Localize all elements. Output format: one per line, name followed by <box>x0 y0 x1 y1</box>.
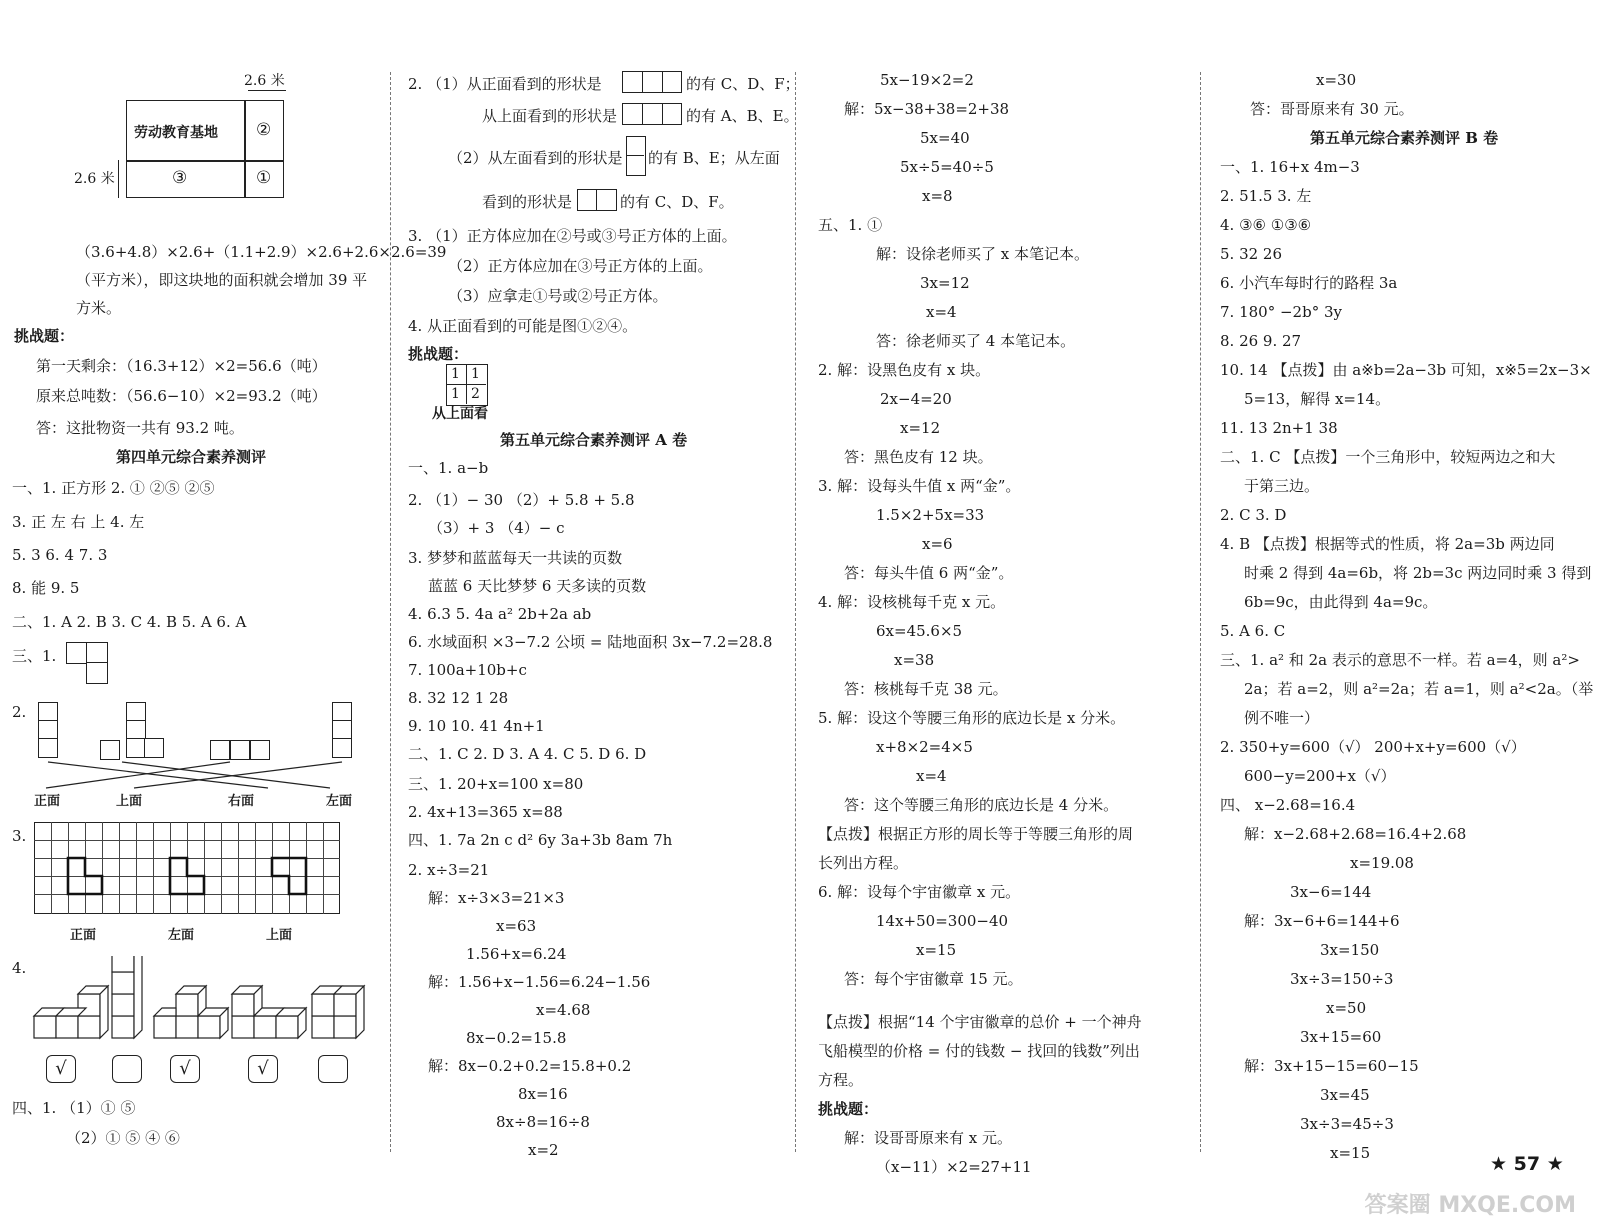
col1-line-14: 2. <box>12 703 27 721</box>
col2-line-2: 从上面看到的形状是 <box>482 107 618 125</box>
col4-line-36: 3x÷3=45÷3 <box>1300 1115 1394 1133</box>
col2-line-26: 三、1. 20+x=100 x=80 <box>408 775 584 793</box>
col1-line-6: 答：这批物资一共有 93.2 吨。 <box>36 419 244 437</box>
col2-line-29: 2. x÷3=21 <box>408 861 490 879</box>
col2-line-39: x=2 <box>528 1141 559 1159</box>
col4-line-24: 600−y=200+x（√） <box>1244 767 1396 785</box>
check-box-3: √ <box>170 1055 200 1083</box>
col4-line-1: 答：哥哥原来有 30 元。 <box>1250 100 1414 118</box>
col4-line-37: x=15 <box>1330 1144 1371 1162</box>
col2-line-22: 7. 100a+10b+c <box>408 661 527 679</box>
col3-line-27: 长列出方程。 <box>818 854 909 872</box>
col3-line-37: （x−11）×2=27+11 <box>876 1158 1032 1176</box>
col3-line-2: 5x=40 <box>920 129 970 147</box>
circle-1: ① <box>256 168 272 188</box>
col1-line-13: 三、1. <box>12 647 57 665</box>
col1-line-11: 8. 能 9. 5 <box>12 579 80 597</box>
view-left-q3: 左面 <box>168 928 195 943</box>
col1-line-12: 二、1. A 2. B 3. C 4. B 5. A 6. A <box>12 613 247 631</box>
col3-line-12: x=12 <box>900 419 941 437</box>
col3-line-9: 答：徐老师买了 4 本笔记本。 <box>876 332 1076 350</box>
col4-line-35: 3x=45 <box>1320 1086 1370 1104</box>
col3-line-18: 4. 解：设核桃每千克 x 元。 <box>818 593 1006 611</box>
col4-line-27: x=19.08 <box>1350 854 1414 872</box>
check-box-5 <box>318 1055 348 1083</box>
col1-line-15: 3. <box>12 827 27 845</box>
col3-line-7: 3x=12 <box>920 274 970 292</box>
col4-line-26: 解：x−2.68+2.68=16.4+2.68 <box>1244 825 1467 843</box>
col1-line-4: 第一天剩余：（16.3+12）×2=56.6（吨） <box>36 357 327 375</box>
col2-line-37: 8x=16 <box>518 1085 568 1103</box>
cube-figures <box>28 956 368 1046</box>
col2-line-24: 9. 10 10. 41 4n+1 <box>408 717 545 735</box>
col3-line-3: 5x÷5=40÷5 <box>900 158 994 176</box>
unit5b-title: 第五单元综合素养测评 B 卷 <box>1310 129 1499 147</box>
col2-line-3: 的有 A、B、E。 <box>686 107 799 125</box>
col4-line-9: 8. 26 9. 27 <box>1220 332 1302 350</box>
col2-line-15: 一、1. a−b <box>408 459 489 477</box>
col3-line-33: 飞船模型的价格 = 付的钱数 − 找回的钱数”列出 <box>818 1042 1140 1060</box>
check-box-4: √ <box>248 1055 278 1083</box>
col3-line-25: 答：这个等腰三角形的底边长是 4 分米。 <box>844 796 1119 814</box>
col3-line-6: 解：设徐老师买了 x 本笔记本。 <box>876 245 1089 263</box>
grid-digit-4: 2 <box>471 386 480 402</box>
col3-line-30: x=15 <box>916 941 957 959</box>
col2-line-27: 2. 4x+13=365 x=88 <box>408 803 563 821</box>
check-box-2 <box>112 1055 142 1083</box>
check-box-1: √ <box>46 1055 76 1083</box>
page-number-value: 57 <box>1513 1153 1541 1175</box>
col2-line-23: 8. 32 12 1 28 <box>408 689 509 707</box>
col3-line-14: 3. 解：设每头牛值 x 两“金”。 <box>818 477 1021 495</box>
column-divider-3 <box>1200 72 1201 1152</box>
grid-views <box>34 822 340 914</box>
col3-line-10: 2. 解：设黑色皮有 x 块。 <box>818 361 991 379</box>
col2-line-16: 2. （1）− 30 （2）+ 5.8 + 5.8 <box>408 491 635 509</box>
col2-line-8: 3. （1）正方体应加在②号或③号正方体的上面。 <box>408 227 737 245</box>
col3-challenge-title: 挑战题： <box>818 1100 879 1118</box>
col4-line-19: 5. A 6. C <box>1220 622 1286 640</box>
col3-line-29: 14x+50=300−40 <box>876 912 1009 930</box>
col1-line-16: 4. <box>12 959 27 977</box>
col2-line-5: 的有 B、E；从左面 <box>648 149 780 167</box>
col3-line-15: 1.5×2+5x=33 <box>876 506 985 524</box>
col2-line-0: 2. （1）从正面看到的形状是 <box>408 75 602 93</box>
col3-line-1: 解：5x−38+38=2+38 <box>844 100 1010 118</box>
watermark-logo: 答案圈 MXQE.COM <box>1364 1193 1576 1218</box>
col2-line-9: （2）正方体应加在③号正方体的上面。 <box>448 257 713 275</box>
col4-line-29: 解：3x−6+6=144+6 <box>1244 912 1400 930</box>
grid-digit-2: 1 <box>471 366 480 382</box>
col4-line-23: 2. 350+y=600（√） 200+x+y=600（√） <box>1220 738 1526 756</box>
dim-left-arrow <box>118 160 119 198</box>
col1-line-17: 四、1. （1）① ⑤ <box>12 1099 136 1117</box>
col4-line-11: 5=13，解得 x=14。 <box>1244 390 1391 408</box>
col4-line-8: 7. 180° −2b° 3y <box>1220 303 1342 321</box>
col2-line-35: 8x−0.2=15.8 <box>466 1029 567 1047</box>
col4-line-14: 于第三边。 <box>1244 477 1320 495</box>
col2-line-36: 解：8x−0.2+0.2=15.8+0.2 <box>428 1057 632 1075</box>
view-grid <box>34 822 340 918</box>
view-left-q2: 左面 <box>326 794 353 809</box>
col3-line-16: x=6 <box>922 535 953 553</box>
col4-line-18: 6b=9c，由此得到 4a=9c。 <box>1244 593 1438 611</box>
grid-digit-3: 1 <box>451 386 460 402</box>
unit5a-title: 第五单元综合素养测评 A 卷 <box>500 431 688 449</box>
view-front-q3: 正面 <box>70 928 97 943</box>
circle-2: ② <box>256 120 272 140</box>
col4-line-7: 6. 小汽车每时行的路程 3a <box>1220 274 1398 292</box>
col1-line-2: 方米。 <box>76 299 122 317</box>
col3-line-11: 2x−4=20 <box>880 390 952 408</box>
col4-line-32: x=50 <box>1326 999 1367 1017</box>
col3-line-22: 5. 解：设这个等腰三角形的底边长是 x 分米。 <box>818 709 1126 727</box>
circle-3: ③ <box>172 168 188 188</box>
col2-line-11: 4. 从正面看到的可能是图①②④。 <box>408 317 638 335</box>
col3-line-13: 答：黑色皮有 12 块。 <box>844 448 993 466</box>
column-divider-2 <box>795 72 796 1152</box>
col3-line-34: 方程。 <box>818 1071 864 1089</box>
view-right-q2: 右面 <box>228 794 255 809</box>
matching-lines <box>30 700 370 812</box>
col4-line-0: x=30 <box>1316 71 1357 89</box>
area-diagram <box>70 68 390 218</box>
view-top-q3: 上面 <box>266 928 293 943</box>
col4-line-31: 3x÷3=150÷3 <box>1290 970 1394 988</box>
col2-line-33: 解：1.56+x−1.56=6.24−1.56 <box>428 973 651 991</box>
col2-line-4: （2）从左面看到的形状是 <box>448 149 623 167</box>
col3-line-17: 答：每头牛值 6 两“金”。 <box>844 564 1014 582</box>
col4-line-13: 二、1. C 【点拨】一个三角形中，较短两边之和大 <box>1220 448 1556 466</box>
col3-line-20: x=38 <box>894 651 935 669</box>
col4-line-25: 四、 x−2.68=16.4 <box>1220 796 1356 814</box>
col4-line-10: 10. 14 【点拨】由 a※b=2a−3b 可知，x※5=2x−3× <box>1220 361 1592 379</box>
page-number: ★ 57 ★ <box>1490 1153 1564 1175</box>
shape-3-horizontal-a <box>622 71 682 93</box>
col1-challenge-title: 挑战题： <box>14 327 75 345</box>
col4-line-17: 时乘 2 得到 4a=6b，将 2b=3c 两边同时乘 3 得到 <box>1244 564 1592 582</box>
col4-line-3: 一、1. 16+x 4m−3 <box>1220 158 1360 176</box>
col3-line-21: 答：核桃每千克 38 元。 <box>844 680 1008 698</box>
col3-line-0: 5x−19×2=2 <box>880 71 974 89</box>
col3-line-8: x=4 <box>926 303 957 321</box>
col2-line-32: 1.56+x=6.24 <box>466 945 567 963</box>
col2-line-17: （3）+ 3 （4）− c <box>428 519 565 537</box>
col3-line-24: x=4 <box>916 767 947 785</box>
col4-line-16: 4. B 【点拨】根据等式的性质，将 2a=3b 两边同 <box>1220 535 1555 553</box>
col2-challenge-title: 挑战题： <box>408 345 469 363</box>
col4-line-4: 2. 51.5 3. 左 <box>1220 187 1312 205</box>
col2-line-21: 6. 水域面积 ×3−7.2 公顷 = 陆地面积 3x−7.2=28.8 <box>408 633 773 651</box>
col3-line-36: 解：设哥哥原来有 x 元。 <box>844 1129 1012 1147</box>
col4-line-6: 5. 32 26 <box>1220 245 1283 263</box>
col2-line-31: x=63 <box>496 917 537 935</box>
column-divider-1 <box>390 72 391 1152</box>
col2-line-6: 看到的形状是 <box>482 193 573 211</box>
shape-3-horizontal-b <box>622 103 682 125</box>
col4-line-22: 例不唯一） <box>1244 709 1320 727</box>
view-top-q2: 上面 <box>116 794 143 809</box>
base-label: 劳动教育基地 <box>134 125 218 141</box>
col2-line-28: 四、1. 7a 2n c d² 6y 3a+3b 8am 7h <box>408 831 673 849</box>
col1-line-9: 3. 正 左 右 上 4. 左 <box>12 513 145 531</box>
col3-line-26: 【点拨】根据正方形的周长等于等腰三角形的周 <box>818 825 1134 843</box>
shape-2-horizontal <box>577 189 617 211</box>
col4-line-12: 11. 13 2n+1 38 <box>1220 419 1338 437</box>
dim-top-label: 2.6 米 <box>244 73 285 89</box>
col2-line-30: 解：x÷3×3=21×3 <box>428 889 565 907</box>
col4-line-28: 3x−6=144 <box>1290 883 1372 901</box>
col2-line-38: 8x÷8=16÷8 <box>496 1113 590 1131</box>
grid-digit-1: 1 <box>451 366 460 382</box>
matching-figure <box>30 700 370 812</box>
col4-line-34: 解：3x+15−15=60−15 <box>1244 1057 1419 1075</box>
col4-line-21: 2a；若 a=2，则 a²=2a；若 a=1，则 a²<2a。（举 <box>1244 680 1594 698</box>
col2-line-10: （3）应拿走①号或②号正方体。 <box>448 287 668 305</box>
unit4-title: 第四单元综合素养测评 <box>116 448 267 466</box>
dim-top-arrow <box>248 90 286 91</box>
view-front-q2: 正面 <box>34 794 61 809</box>
top-view-grid <box>446 364 488 406</box>
col1-line-0: （3.6+4.8）×2.6+（1.1+2.9）×2.6+2.6×2.6=39 <box>76 243 447 261</box>
col2-line-7: 的有 C、D、F。 <box>620 193 734 211</box>
col3-line-28: 6. 解：设每个宇宙徽章 x 元。 <box>818 883 1021 901</box>
col1-line-18: （2）① ⑤ ④ ⑥ <box>66 1129 180 1147</box>
l-shape-figure <box>66 642 110 688</box>
col3-line-31: 答：每个宇宙徽章 15 元。 <box>844 970 1023 988</box>
dim-left-label: 2.6 米 <box>74 171 115 187</box>
top-view-caption: 从上面看 <box>432 406 488 422</box>
col2-line-20: 4. 6.3 5. 4a a² 2b+2a ab <box>408 605 592 623</box>
col3-line-19: 6x=45.6×5 <box>876 622 963 640</box>
col2-line-19: 蓝蓝 6 天比梦梦 6 天多读的页数 <box>428 577 647 595</box>
col4-line-5: 4. ③⑥ ①③⑥ <box>1220 216 1312 234</box>
col1-line-1: （平方米），即这块地的面积就会增加 39 平 <box>76 271 368 289</box>
col2-line-25: 二、1. C 2. D 3. A 4. C 5. D 6. D <box>408 745 647 763</box>
col4-line-33: 3x+15=60 <box>1300 1028 1382 1046</box>
col4-line-15: 2. C 3. D <box>1220 506 1287 524</box>
col4-line-30: 3x=150 <box>1320 941 1380 959</box>
col3-line-23: x+8×2=4×5 <box>876 738 973 756</box>
col3-line-32: 【点拨】根据“14 个宇宙徽章的总价 + 一个神舟 <box>818 1013 1142 1031</box>
col2-line-1: 的有 C、D、F； <box>686 75 800 93</box>
col2-line-34: x=4.68 <box>536 1001 591 1019</box>
col3-line-4: x=8 <box>922 187 953 205</box>
col1-line-10: 5. 3 6. 4 7. 3 <box>12 546 108 564</box>
col2-line-18: 3. 梦梦和蓝蓝每天一共读的页数 <box>408 549 623 567</box>
shape-2-vertical <box>626 136 646 176</box>
col4-line-20: 三、1. a² 和 2a 表示的意思不一样。若 a=4，则 a²> <box>1220 651 1580 669</box>
col3-line-5: 五、1. ① <box>818 216 883 234</box>
col1-line-8: 一、1. 正方形 2. ① ②⑤ ②⑤ <box>12 479 215 497</box>
col1-line-5: 原来总吨数：（56.6−10）×2=93.2（吨） <box>36 387 327 405</box>
